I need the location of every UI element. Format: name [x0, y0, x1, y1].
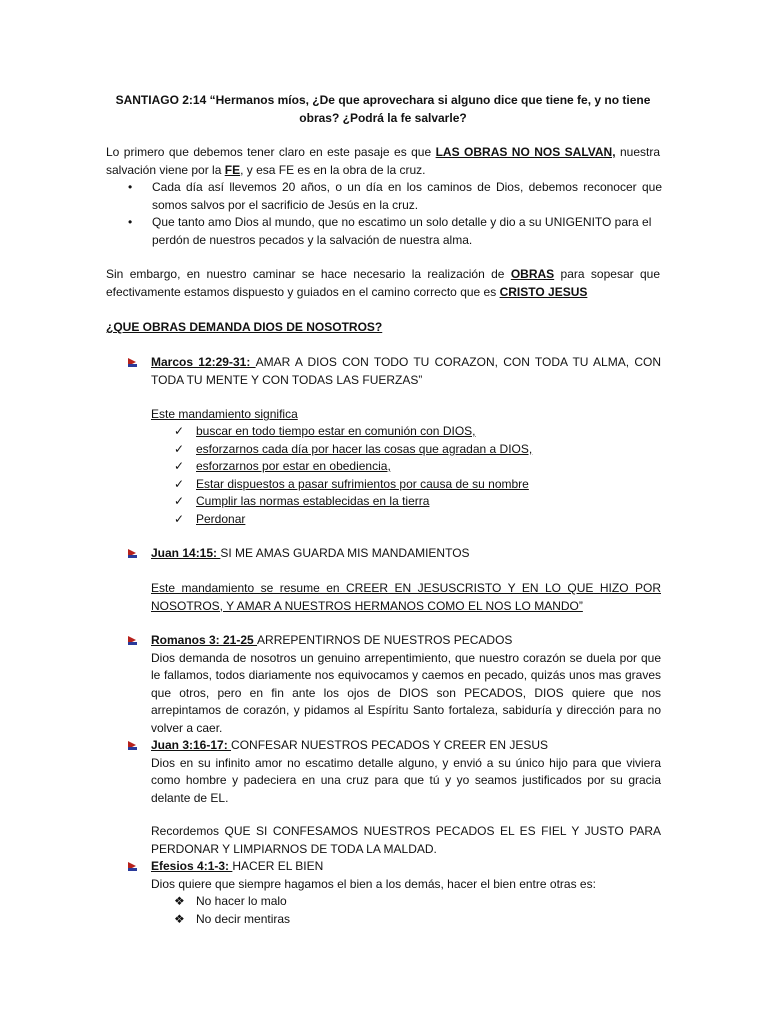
arrow-bullet-icon	[128, 741, 136, 750]
bullet-item	[128, 179, 662, 214]
marcos-text: AMAR A DIOS CON TODO TU CORAZON, CON TODA TU ALMA, CON TODA TU MENTE Y CON TODAS LAS FUERZAS”	[151, 355, 662, 387]
marcos-ref: Marcos 12:29-31:	[151, 355, 256, 369]
juan14-text: SI ME AMAS GUARDA MIS MANDAMIENTOS	[220, 546, 470, 560]
arrow-bullet-icon	[128, 862, 136, 871]
juan3-item	[151, 737, 661, 807]
juan14-ref: Juan 14:15:	[151, 546, 221, 560]
efesios-item	[151, 858, 661, 893]
diamond-icon: ❖	[174, 894, 185, 908]
check-icon: ✓	[174, 512, 185, 526]
sin-embargo-cristo: CRISTO JESUS	[499, 284, 588, 299]
efesios-text: HACER EL BIEN	[232, 859, 324, 873]
intro-text: Lo primero que debemos tener claro en este pasaje es que	[106, 145, 436, 159]
bullet-dot-icon: •	[128, 215, 133, 229]
romanos-ref: Romanos 3: 21-25	[151, 633, 258, 647]
juan14-item	[151, 545, 661, 563]
check-text: Cumplir las normas establecidas en la tierra	[196, 494, 430, 508]
arrow-bullet-icon	[128, 636, 136, 645]
sin-embargo-text-2: para sopesar que efectivamente estamos dispuesto y guiados en el camino correcto que es	[106, 267, 661, 299]
intro-text-3: , y esa FE es en la obra de la cruz.	[240, 162, 426, 177]
check-icon: ✓	[174, 442, 185, 456]
section-heading: ¿QUE OBRAS DEMANDA DIOS DE NOSOTROS?	[106, 320, 383, 334]
check-text: Estar dispuestos a pasar sufrimientos por causa de su nombre	[196, 477, 529, 491]
check-text: esforzarnos por estar en obediencia,	[196, 459, 391, 473]
intro-text-2: nuestra salvación viene por la	[106, 145, 661, 177]
check-icon: ✓	[174, 477, 185, 491]
check-item	[174, 511, 245, 529]
sin-embargo-text: Sin embargo, en nuestro caminar se hace necesario la realización de	[106, 267, 511, 281]
title-line-1: SANTIAGO 2:14 “Hermanos míos, ¿De que aprovechara si alguno dice que tiene fe, y no tiene	[115, 93, 651, 107]
check-text: esforzarnos cada día por hacer las cosas que agradan a DIOS,	[196, 442, 533, 456]
juan14-summary: Este mandamiento se resume en CREER EN JESUSCRISTO Y EN LO QUE HIZO POR NOSOTROS, Y AMAR A NUESTROS HERMANOS COMO EL NOS LO MANDO”	[151, 581, 661, 613]
check-text: buscar en todo tiempo estar en comunión con DIOS,	[196, 424, 476, 438]
sin-embargo-paragraph	[106, 266, 660, 301]
marcos-item	[151, 354, 661, 389]
bullet-dot-icon: •	[128, 180, 133, 194]
romanos-header	[151, 632, 661, 650]
juan3-ref: Juan 3:16-17:	[151, 738, 232, 752]
romanos-item	[151, 632, 661, 737]
diamond-text: No decir mentiras	[196, 912, 291, 926]
check-item	[174, 423, 476, 441]
check-icon: ✓	[174, 459, 185, 473]
check-item	[174, 476, 529, 494]
check-item	[174, 458, 391, 476]
bullet-item	[128, 214, 662, 249]
page-title	[106, 92, 660, 127]
check-text: Perdonar	[196, 512, 246, 526]
intro-obras-no-salvan: LAS OBRAS NO NOS SALVAN,	[435, 145, 616, 159]
check-icon: ✓	[174, 494, 185, 508]
diamond-item	[174, 911, 290, 929]
intro-fe: FE	[224, 162, 241, 177]
bullet-text: Cada día así llevemos 20 años, o un día en los caminos de Dios, debemos reconocer que somos salvos por el sacrificio de Jesús en la cruz.	[152, 180, 662, 212]
intro-paragraph	[106, 144, 660, 179]
efesios-body: Dios quiere que siempre hagamos el bien a los demás, hacer el bien entre otras es:	[151, 876, 596, 891]
efesios-header	[151, 858, 661, 876]
romanos-text: ARREPENTIRNOS DE NUESTROS PECADOS	[257, 633, 513, 647]
juan3-header	[151, 737, 661, 755]
juan3-body: Dios en su infinito amor no escatimo detalle alguno, y envió a su único hijo para que viviera como hombre y padeciera en una cruz para que tú y yo seamos justificados por su gracia delante de EL.	[151, 755, 661, 805]
arrow-bullet-icon	[128, 549, 136, 558]
mandamiento-label-text: Este mandamiento significa	[151, 407, 298, 421]
diamond-text: No hacer lo malo	[196, 894, 287, 908]
check-item	[174, 441, 532, 459]
romanos-body: Dios demanda de nosotros un genuino arrepentimiento, que nuestro corazón se duela por que le fallamos, todos diariamente nos equivocamos y caemos en pecado, quizás unos mas graves que otros, pero en fin ante los ojos de DIOS son PECADOS, DIOS quiere que nos arrepintamos de corazón, y pidamos al Espíritu Santo fortaleza, sabiduría y dirección para no volver a caer.	[151, 650, 661, 735]
diamond-icon: ❖	[174, 912, 185, 926]
juan3-text: CONFESAR NUESTROS PECADOS Y CREER EN JESUS	[231, 738, 549, 752]
check-icon: ✓	[174, 424, 185, 438]
efesios-ref: Efesios 4:1-3:	[151, 859, 233, 873]
recordemos-paragraph: Recordemos QUE SI CONFESAMOS NUESTROS PECADOS EL ES FIEL Y JUSTO PARA PERDONAR Y LIMPIARNOS DE TODA LA MALDAD.	[151, 824, 661, 856]
check-item	[174, 493, 429, 511]
mandamiento-label	[151, 406, 661, 424]
diamond-item	[174, 893, 287, 911]
arrow-bullet-icon	[128, 358, 136, 367]
bullet-text: Que tanto amo Dios al mundo, que no escatimo un solo detalle y dio a su UNIGENITO para el perdón de nuestros pecados y la salvación de nuestra alma.	[152, 215, 652, 247]
title-line-2: obras? ¿Podrá la fe salvarle?	[299, 110, 467, 125]
sin-embargo-obras: OBRAS	[510, 267, 555, 281]
